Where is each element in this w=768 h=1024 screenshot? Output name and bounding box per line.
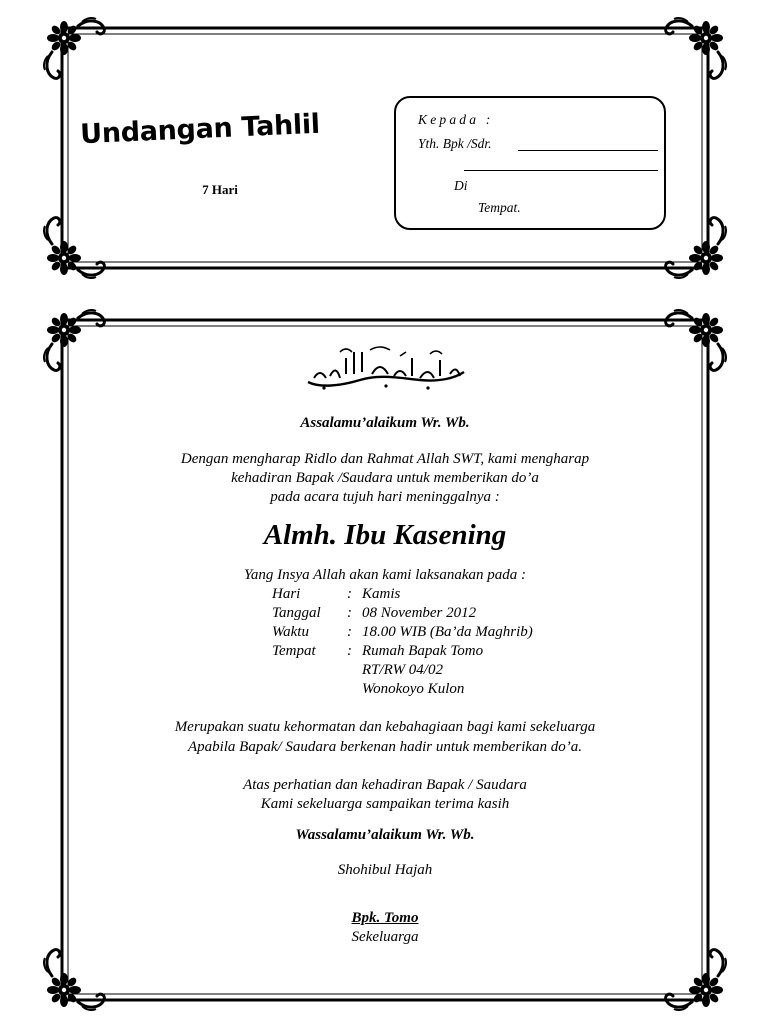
- host-title: Shohibul Hajah: [337, 862, 433, 878]
- address-village: Wonokoyo Kulon: [362, 681, 465, 697]
- address-tempat: Tempat.: [478, 200, 521, 215]
- address-box: [394, 96, 666, 230]
- schedule-label-hari: Hari: [272, 586, 301, 602]
- intro-line: Dengan mengharap Ridlo dan Rahmat Allah SWT, kami mengharap: [180, 451, 590, 467]
- thanks-line: Atas perhatian dan kehadiran Bapak / Saudara: [243, 777, 527, 793]
- schedule-value-tempat: Rumah Bapak Tomo: [362, 643, 484, 659]
- intro-line: kehadiran Bapak /Saudara untuk memberikan do’a: [231, 470, 539, 486]
- schedule-value-tanggal: 08 November 2012: [362, 605, 477, 621]
- schedule-value-waktu: 18.00 WIB (Ba’da Maghrib): [362, 624, 533, 640]
- envelope-subtitle: 7 Hari: [202, 182, 238, 197]
- schedule-colon: :: [347, 605, 352, 621]
- envelope-title: Undangan Tahlil: [79, 108, 321, 151]
- address-rtrw: RT/RW 04/02: [362, 662, 443, 678]
- intro-line: pada acara tujuh hari meninggalnya :: [270, 489, 500, 505]
- closing-greeting: Wassalamu’alaikum Wr. Wb.: [295, 827, 475, 843]
- schedule-intro: Yang Insya Allah akan kami laksanakan pada :: [243, 567, 527, 583]
- schedule-colon: :: [347, 643, 352, 659]
- signature-name-text: Bpk. Tomo: [351, 910, 419, 926]
- signature-family: Sekeluarga: [351, 929, 419, 945]
- schedule-value-hari: Kamis: [362, 586, 401, 602]
- recipient-line-2: [464, 170, 658, 171]
- address-recipient-label: Yth. Bpk /Sdr.: [418, 136, 492, 151]
- greeting: Assalamu’alaikum Wr. Wb.: [300, 415, 470, 431]
- schedule-colon: :: [347, 624, 352, 640]
- honor-line: Merupakan suatu kehormatan dan kebahagiaan bagi kami sekeluarga: [174, 719, 596, 735]
- address-di: Di: [454, 178, 468, 193]
- honor-line: Apabila Bapak/ Saudara berkenan hadir untuk memberikan do’a.: [187, 739, 583, 755]
- deceased-name: Almh. Ibu Kasening: [263, 519, 507, 551]
- basmala-calligraphy-icon: [300, 342, 470, 394]
- address-kepada: Kepada :: [418, 112, 494, 127]
- recipient-line-1: [518, 150, 658, 151]
- schedule-label-waktu: Waktu: [272, 624, 309, 640]
- schedule-label-tempat: Tempat: [272, 643, 316, 659]
- thanks-line: Kami sekeluarga sampaikan terima kasih: [260, 796, 510, 812]
- signature-name: [80, 909, 690, 928]
- schedule-colon: :: [347, 586, 352, 602]
- schedule-label-tanggal: Tanggal: [272, 605, 321, 621]
